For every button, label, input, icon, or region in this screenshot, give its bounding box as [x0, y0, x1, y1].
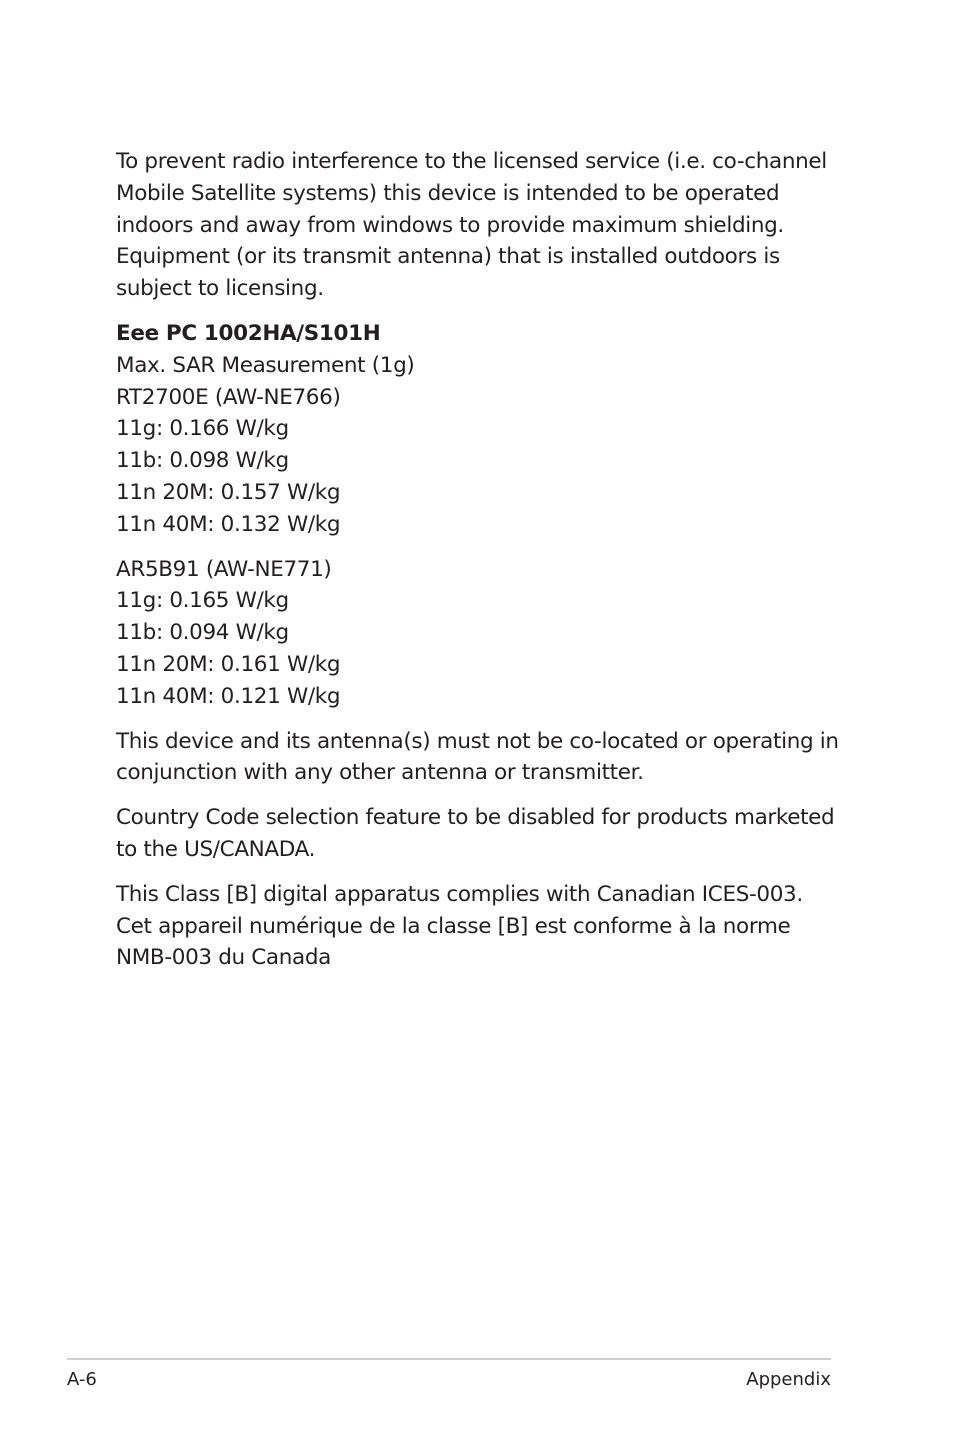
text-line: 11g: 0.165 W/kg [116, 588, 289, 614]
text-line: Mobile Satellite systems) this device is intended to be operated [116, 180, 780, 206]
sar-block-rt2700e [116, 318, 840, 541]
text-line: 11b: 0.098 W/kg [116, 448, 289, 474]
page-number: A-6 [67, 1369, 97, 1390]
text-line: Max. SAR Measurement (1g) [116, 352, 415, 378]
colocation-paragraph [116, 726, 840, 790]
sar-block-ar5b91 [116, 554, 840, 713]
model-heading: Eee PC 1002HA/S101H [116, 320, 381, 346]
text-line: This Class [B] digital apparatus complies with Canadian ICES-003. [116, 881, 803, 907]
text-line: conjunction with any other antenna or transmitter. [116, 760, 644, 786]
text-line: NMB-003 du Canada [116, 945, 331, 971]
section-name: Appendix [746, 1369, 831, 1390]
text-line: 11n 20M: 0.161 W/kg [116, 651, 341, 677]
interference-paragraph [116, 146, 840, 305]
page-content [116, 146, 840, 987]
text-line: 11g: 0.166 W/kg [116, 416, 289, 442]
text-line: This device and its antenna(s) must not be co-located or operating in [116, 728, 839, 754]
text-line: RT2700E (AW-NE766) [116, 384, 341, 410]
text-line: 11b: 0.094 W/kg [116, 620, 289, 646]
text-line: AR5B91 (AW-NE771) [116, 556, 332, 582]
text-line: Cet appareil numérique de la classe [B] est conforme à la norme [116, 913, 791, 939]
text-line: Country Code selection feature to be disabled for products marketed [116, 805, 835, 831]
text-line: indoors and away from windows to provide maximum shielding. [116, 212, 784, 238]
text-line: 11n 40M: 0.121 W/kg [116, 683, 341, 709]
text-line: 11n 20M: 0.157 W/kg [116, 479, 341, 505]
text-line: 11n 40M: 0.132 W/kg [116, 511, 341, 537]
ices-paragraph [116, 879, 840, 974]
text-line: to the US/CANADA. [116, 836, 316, 862]
text-line: To prevent radio interference to the licensed service (i.e. co-channel [116, 149, 827, 174]
text-line: subject to licensing. [116, 276, 324, 302]
text-line: Equipment (or its transmit antenna) that is installed outdoors is [116, 244, 780, 270]
country-code-paragraph [116, 802, 840, 866]
footer-divider [67, 1358, 831, 1360]
